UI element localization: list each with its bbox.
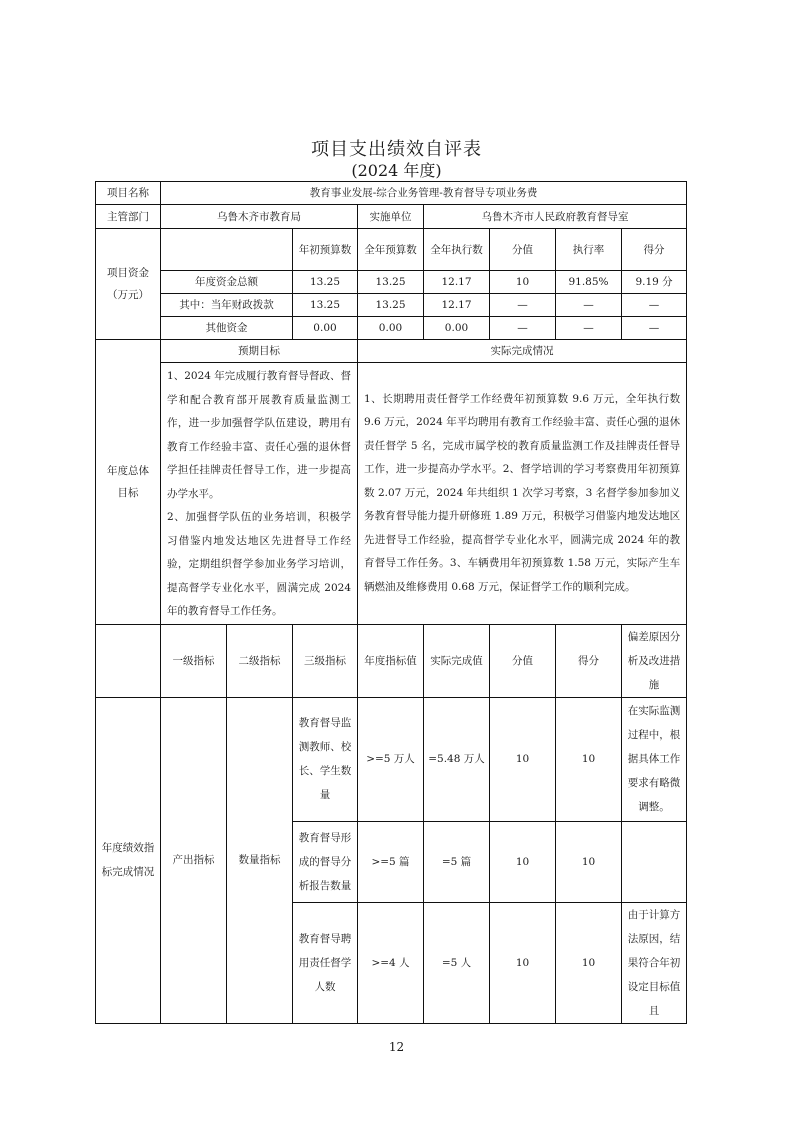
fund-name: 年度资金总额 xyxy=(161,271,293,294)
funds-label-line2: （万元） xyxy=(107,289,149,301)
funds-header-row xyxy=(96,229,687,271)
indicators-blank-header xyxy=(96,624,161,697)
col-ind-score: 得分 xyxy=(556,624,622,697)
col-score: 得分 xyxy=(622,229,687,271)
col-ind-score-value: 分值 xyxy=(490,624,556,697)
col-deviation: 偏差原因分析及改进措施 xyxy=(622,624,687,697)
fund-annual: 13.25 xyxy=(358,294,424,317)
fund-score: — xyxy=(622,317,687,340)
col-level2: 二级指标 xyxy=(227,624,293,697)
funds-blank-header xyxy=(161,229,293,271)
indicators-label: 年度绩效指标完成情况 xyxy=(96,697,161,1023)
col-executed: 全年执行数 xyxy=(424,229,490,271)
col-level1: 一级指标 xyxy=(161,624,227,697)
goals-label-line1: 年度总体 xyxy=(107,464,149,477)
funds-row xyxy=(96,317,687,340)
indicator-deviation: 在实际监测过程中，根据具体工作要求有略微调整。 xyxy=(622,697,687,821)
indicator-level3: 教育督导监测教师、校长、学生数量 xyxy=(293,697,358,821)
indicator-score: 10 xyxy=(556,697,622,821)
fund-executed: 0.00 xyxy=(424,317,490,340)
indicator-level1: 产出指标 xyxy=(161,697,227,1023)
page-number: 12 xyxy=(388,1040,405,1054)
indicator-score-value: 10 xyxy=(490,821,556,902)
funds-row xyxy=(96,271,687,294)
col-score-value: 分值 xyxy=(490,229,556,271)
project-name-row xyxy=(96,182,687,205)
fund-name: 其他资金 xyxy=(161,317,293,340)
project-name-value: 教育事业发展-综合业务管理-教育督导专项业务费 xyxy=(161,182,687,205)
document-subtitle: (2024 年度) xyxy=(351,161,442,180)
indicator-row xyxy=(96,697,687,821)
fund-executed: 12.17 xyxy=(424,271,490,294)
indicator-level3: 教育督导形成的督导分析报告数量 xyxy=(293,821,358,902)
indicator-score: 10 xyxy=(556,821,622,902)
funds-row xyxy=(96,294,687,317)
performance-evaluation-table xyxy=(95,181,687,1024)
fund-score: — xyxy=(622,294,687,317)
fund-annual: 13.25 xyxy=(358,271,424,294)
goals-header-row xyxy=(96,340,687,363)
goals-body-row xyxy=(96,363,687,625)
indicator-deviation xyxy=(622,821,687,902)
expected-goals-text: 1、2024 年完成履行教育督导督政、督学和配合教育部开展教育质量监测工作，进一步加强督学队伍建设，聘用有教育工作经验丰富、责任心强的退休督学担任挂牌责任督导工作，进一步提高办学水平。 2、加强督学队伍的业务培训，积极学习借鉴内地发达地区先进督导工作经验，定期组织督学参加业务学习培训，提高督学专业化水平，圆满完成 2024 年的教育督导工作任务。 xyxy=(161,363,358,625)
indicator-level2: 数量指标 xyxy=(227,697,293,1023)
expected-goals-header: 预期目标 xyxy=(161,340,358,363)
dept-value: 乌鲁木齐市教育局 xyxy=(161,205,358,229)
col-exec-rate: 执行率 xyxy=(556,229,622,271)
impl-label: 实施单位 xyxy=(358,205,424,229)
fund-score-value: — xyxy=(490,294,556,317)
dept-label: 主管部门 xyxy=(96,205,161,229)
indicator-score-value: 10 xyxy=(490,902,556,1023)
document-title: 项目支出绩效自评表 xyxy=(311,139,482,160)
col-actual: 实际完成值 xyxy=(424,624,490,697)
indicator-score-value: 10 xyxy=(490,697,556,821)
indicator-level3: 教育督导聘用责任督学人数 xyxy=(293,902,358,1023)
indicator-actual: =5 人 xyxy=(424,902,490,1023)
fund-rate: — xyxy=(556,317,622,340)
col-level3: 三级指标 xyxy=(293,624,358,697)
impl-value: 乌鲁木齐市人民政府教育督导室 xyxy=(424,205,687,229)
project-name-label: 项目名称 xyxy=(96,182,161,205)
fund-score-value: — xyxy=(490,317,556,340)
indicator-target: >=5 万人 xyxy=(358,697,424,821)
department-row xyxy=(96,205,687,229)
goals-label-line2: 目标 xyxy=(117,486,139,499)
fund-rate: — xyxy=(556,294,622,317)
indicators-header-row xyxy=(96,624,687,697)
fund-initial: 13.25 xyxy=(293,294,358,317)
indicator-actual: =5 篇 xyxy=(424,821,490,902)
fund-executed: 12.17 xyxy=(424,294,490,317)
funds-label xyxy=(96,229,161,340)
indicator-deviation: 由于计算方法原因，结果符合年初设定目标值且 xyxy=(622,902,687,1023)
indicator-actual: =5.48 万人 xyxy=(424,697,490,821)
col-target: 年度指标值 xyxy=(358,624,424,697)
fund-rate: 91.85% xyxy=(556,271,622,294)
goals-label xyxy=(96,340,161,625)
actual-completion-header: 实际完成情况 xyxy=(358,340,687,363)
actual-completion-text: 1、长期聘用责任督学工作经费年初预算数 9.6 万元，全年执行数 9.6 万元，2024 年平均聘用有教育工作经验丰富、责任心强的退休责任督学 5 名，完成市属学校的教育质量监测工作及挂牌责任督导工作，进一步提高办学水平。2、督学培训的学习考察费用年初预算数 2.07 万元，2024 年共组织 1 次学习考察，3 名督学参加参加义务教育督导能力提升研修班 1.89 万元，积极学习借鉴内地发达地区先进督导工作经验，提高督学专业化水平，圆满完成 2024 年的教育督导工作任务。3、车辆费用年初预算数 1.58 万元，实际产生车辆燃油及维修费用 0.68 万元，保证督学工作的顺利完成。 xyxy=(358,363,687,625)
indicator-target: >=5 篇 xyxy=(358,821,424,902)
fund-name: 其中：当年财政拨款 xyxy=(161,294,293,317)
fund-initial: 13.25 xyxy=(293,271,358,294)
fund-score: 9.19 分 xyxy=(622,271,687,294)
indicator-score: 10 xyxy=(556,902,622,1023)
fund-score-value: 10 xyxy=(490,271,556,294)
indicator-target: >=4 人 xyxy=(358,902,424,1023)
col-annual-budget: 全年预算数 xyxy=(358,229,424,271)
fund-annual: 0.00 xyxy=(358,317,424,340)
fund-initial: 0.00 xyxy=(293,317,358,340)
funds-label-line1: 项目资金 xyxy=(107,267,149,279)
col-initial-budget: 年初预算数 xyxy=(293,229,358,271)
